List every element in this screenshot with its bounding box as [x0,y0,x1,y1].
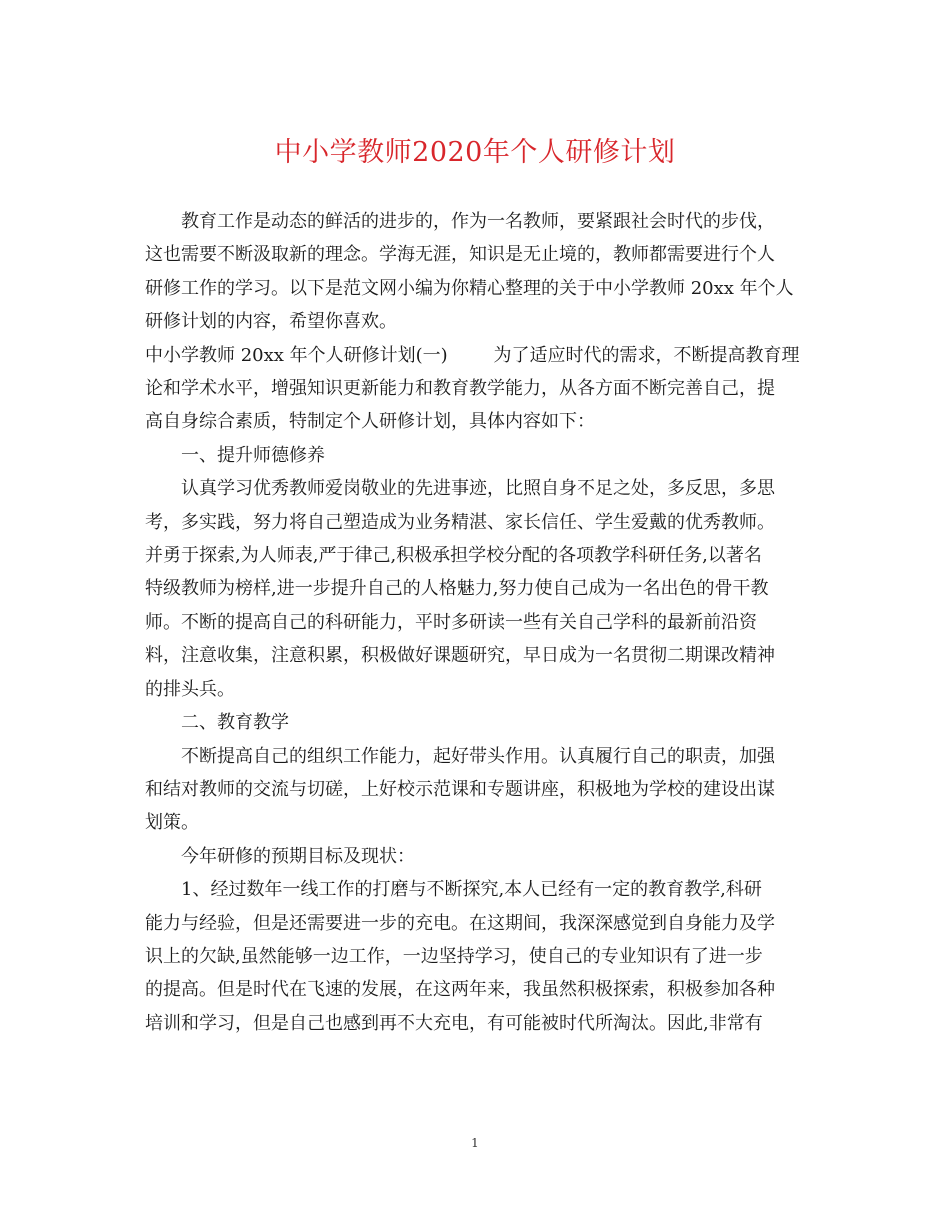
text-line: 论和学术水平，增强知识更新能力和教育教学能力，从各方面不断完善自己，提 [145,378,775,400]
text-line: 考，多实践，努力将自己塑造成为业务精湛、家长信任、学生爱戴的优秀教师。 [145,511,775,533]
text-line: 和结对教师的交流与切磋，上好校示范课和专题讲座，积极地为学校的建设出谋 [145,778,775,800]
text-line: 不断提高自己的组织工作能力，起好带头作用。认真履行自己的职责，加强 [181,745,775,767]
text-line: 并勇于探索,为人师表,严于律己,积极承担学校分配的各项教学科研任务,以著名 [145,545,762,567]
document-body [145,205,805,1040]
text-line: 的排头兵。 [145,678,235,700]
text-line: 的提高。但是时代在飞速的发展，在这两年来，我虽然积极探索，积极参加各种 [145,979,775,1001]
text-line: 研修工作的学习。以下是范文网小编为你精心整理的关于中小学教师 20xx 年个人 [145,277,794,299]
document-title: 中小学教师2020年个人研修计划 [274,137,676,168]
page-number: 1 [471,1136,479,1150]
text-line: 教育工作是动态的鲜活的进步的，作为一名教师，要紧跟社会时代的步伐， [181,211,775,232]
text-line: 料，注意收集，注意积累，积极做好课题研究，早日成为一名贯彻二期课改精神 [145,645,775,667]
text-line: 特级教师为榜样,进一步提升自己的人格魅力,努力使自己成为一名出色的骨干教 [145,578,769,600]
text-line: 研修计划的内容，希望你喜欢。 [145,311,397,333]
section-heading: 一、提升师德修养 [181,444,325,466]
text-line: 1、经过数年一线工作的打磨与不断探究,本人已经有一定的教育教学,科研 [181,879,762,901]
text-line: 高自身综合素质，特制定个人研修计划，具体内容如下： [145,411,595,433]
text-line: 划策。 [145,812,199,834]
text-line: 能力与经验，但是还需要进一步的充电。在这期间，我深深感觉到自身能力及学 [145,912,775,934]
text-line: 今年研修的预期目标及现状： [181,845,415,867]
text-line: 培训和学习，但是自己也感到再不大充电，有可能被时代所淘汰。因此,非常有 [145,1012,763,1034]
plan-heading-line: 中小学教师 20xx 年个人研修计划(一) 为了适应时代的需求，不断提高教育理 [145,344,800,366]
text-line: 师。不断的提高自己的科研能力，平时多研读一些有关自己学科的最新前沿资 [145,611,757,633]
text-line: 识上的欠缺,虽然能够一边工作，一边坚持学习，使自己的专业知识有了进一步 [145,945,763,967]
text-line: 认真学习优秀教师爱岗敬业的先进事迹，比照自身不足之处，多反思，多思 [181,478,775,500]
section-heading: 二、教育教学 [181,712,289,734]
text-line: 这也需要不断汲取新的理念。学海无涯，知识是无止境的，教师都需要进行个人 [145,244,775,266]
